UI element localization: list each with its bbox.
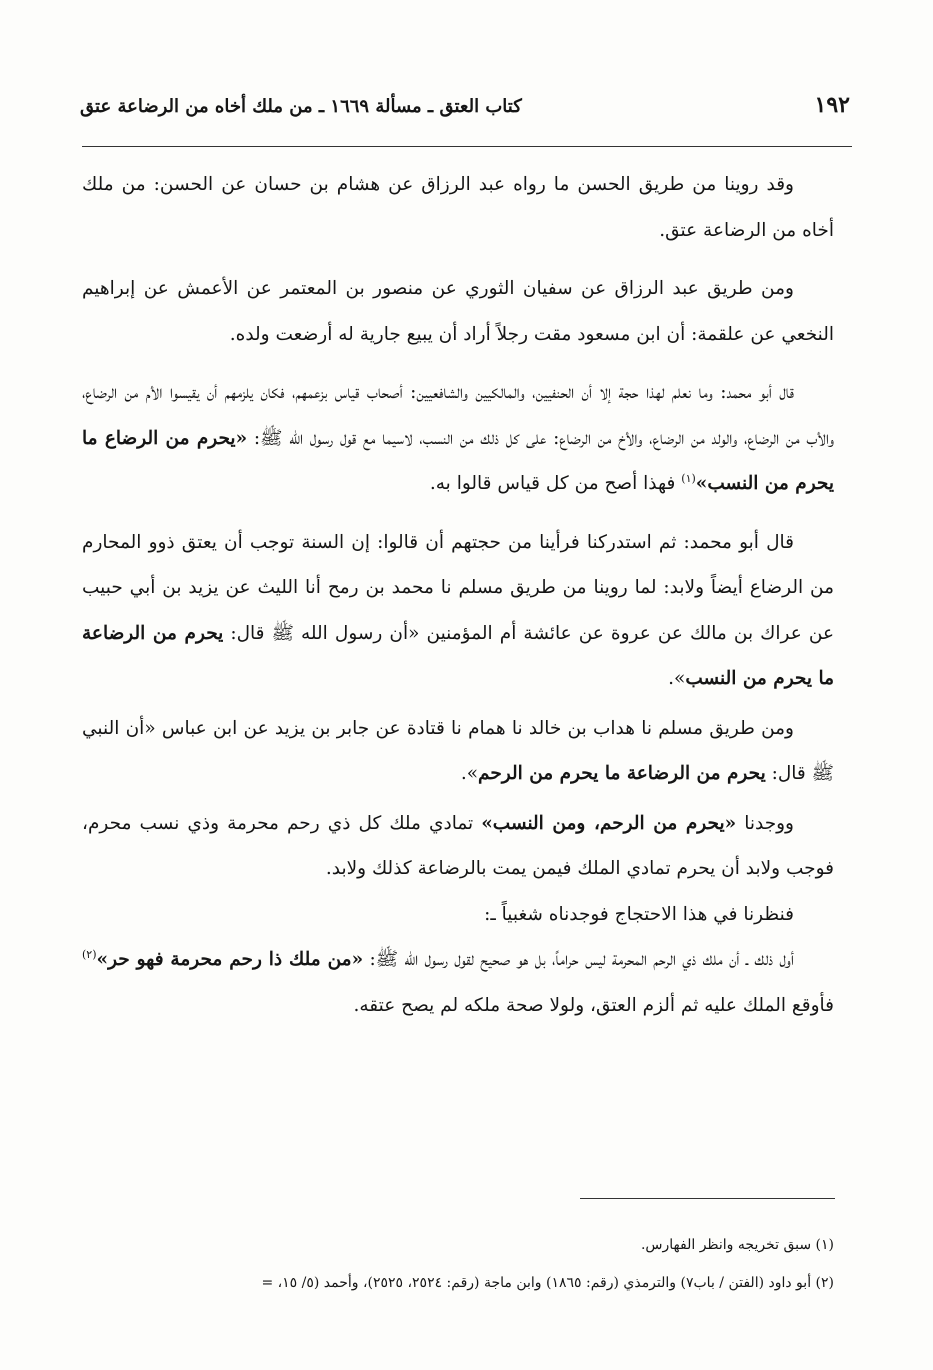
footnote-marker: (١) [681,471,696,485]
paragraph-3 [82,370,834,507]
paragraph-text: فهذا أصح من كل قياس قالوا به. [429,473,682,494]
footnote-marker: (٢) [82,947,97,961]
paragraph-4 [82,520,834,702]
paragraph-text: ». [668,668,686,689]
page-number: ١٩٢ [814,92,850,118]
header-divider [82,146,852,147]
hadith-quote: «يحرم من الرضاع ما يحرم من النسب» [82,427,834,494]
paragraph-2 [82,266,834,357]
paragraph-text: ». [460,763,479,784]
page-header [80,88,850,128]
paragraph-text: أول ذلك ـ أن ملك ذي الرحم المحرمة ليس حراماً، بل هو صحيح لقول رسول الله ﷺ: [363,949,794,970]
hadith-quote: يحرم من الرضاعة ما يحرم من الرحم [478,763,766,784]
paragraph-8 [82,937,834,1028]
paragraph-text: ومن طريق مسلم نا هداب بن خالد نا همام نا قتادة عن جابر بن يزيد عن ابن عباس «أن النبي ﷺ قال: [82,717,834,784]
paragraph-text: تمادي ملك كل ذي رحم محرمة وذي نسب محرم، فوجب ولابد أن يحرم تمادي الملك فيمن يمت بالرضاعة كذلك ولابد. [82,812,834,879]
paragraph-text: قال أبو محمد: وما نعلم لهذا حجة إلا أن الحنفيين، والمالكيين والشافعيين: أصحاب قياس بزعمهم، فكان يلزمهم أن يقيسوا الأم من الرضاع، والأب من الرضاع، والولد من الرضاع، والأخ من الرضاع: على كل ذلك من النسب، لاسيما مع قول رسول الله ﷺ: [82,382,835,449]
paragraph-text: ومن طريق عبد الرزاق عن سفيان الثوري عن منصور بن المعتمر عن الأعمش عن إبراهيم النخعي عن علقمة: أن ابن مسعود مقت رجلاً أراد أن يبيع جارية له أرضعت ولده. [82,278,834,345]
paragraph-text: فأوقع الملك عليه ثم ألزم العتق، ولولا صحة ملكه لم يصح عتقه. [353,994,834,1016]
hadith-quote: «من ملك ذا رحم محرمة فهو حر» [96,949,364,970]
paragraph-text: فنظرنا في هذا الاحتجاج فوجدناه شغبياً ـ: [484,903,794,925]
paragraph-1 [82,162,834,253]
footnote-1: (١) سبق تخريجه وانظر الفهارس. [640,1237,834,1253]
footnotes [82,1226,834,1302]
paragraph-text: وقد روينا من طريق الحسن ما رواه عبد الرزاق عن هشام بن حسان عن الحسن: من ملك أخاه من الرضاعة عتق. [82,174,834,241]
footnote-divider [580,1198,835,1199]
paragraph-7 [82,892,834,938]
paragraph-text: قال أبو محمد: ثم استدركنا فرأينا من حجتهم أن قالوا: إن السنة توجب أن يعتق ذوو المحارم من الرضاع أيضاً ولابد: لما روينا من طريق مسلم نا محمد بن رمح أنا الليث عن يزيد بن أبي حبيب عن عراك بن مالك عن عروة عن عائشة أم المؤمنين «أن رسول الله ﷺ قال: [82,531,834,644]
running-title: كتاب العتق ـ مسألة ١٦٦٩ ـ من ملك أخاه من الرضاعة عتق [80,96,522,117]
footnote-2: (٢) أبو داود (الفتن / باب٧) والترمذي (رقم: ١٨٦٥) وابن ماجة (رقم: ٢٥٢٤، ٢٥٢٥)، وأحمد (٥/ ١٥، = [261,1275,834,1291]
paragraph-5 [82,706,834,797]
hadith-quote: يحرم من الرضاعة ما يحرم من النسب [82,622,834,689]
hadith-quote: «يحرم من الرحم، ومن النسب» [481,812,737,834]
main-text [82,162,834,1028]
paragraph-6 [82,801,834,892]
paragraph-text: ووجدنا [736,812,794,834]
